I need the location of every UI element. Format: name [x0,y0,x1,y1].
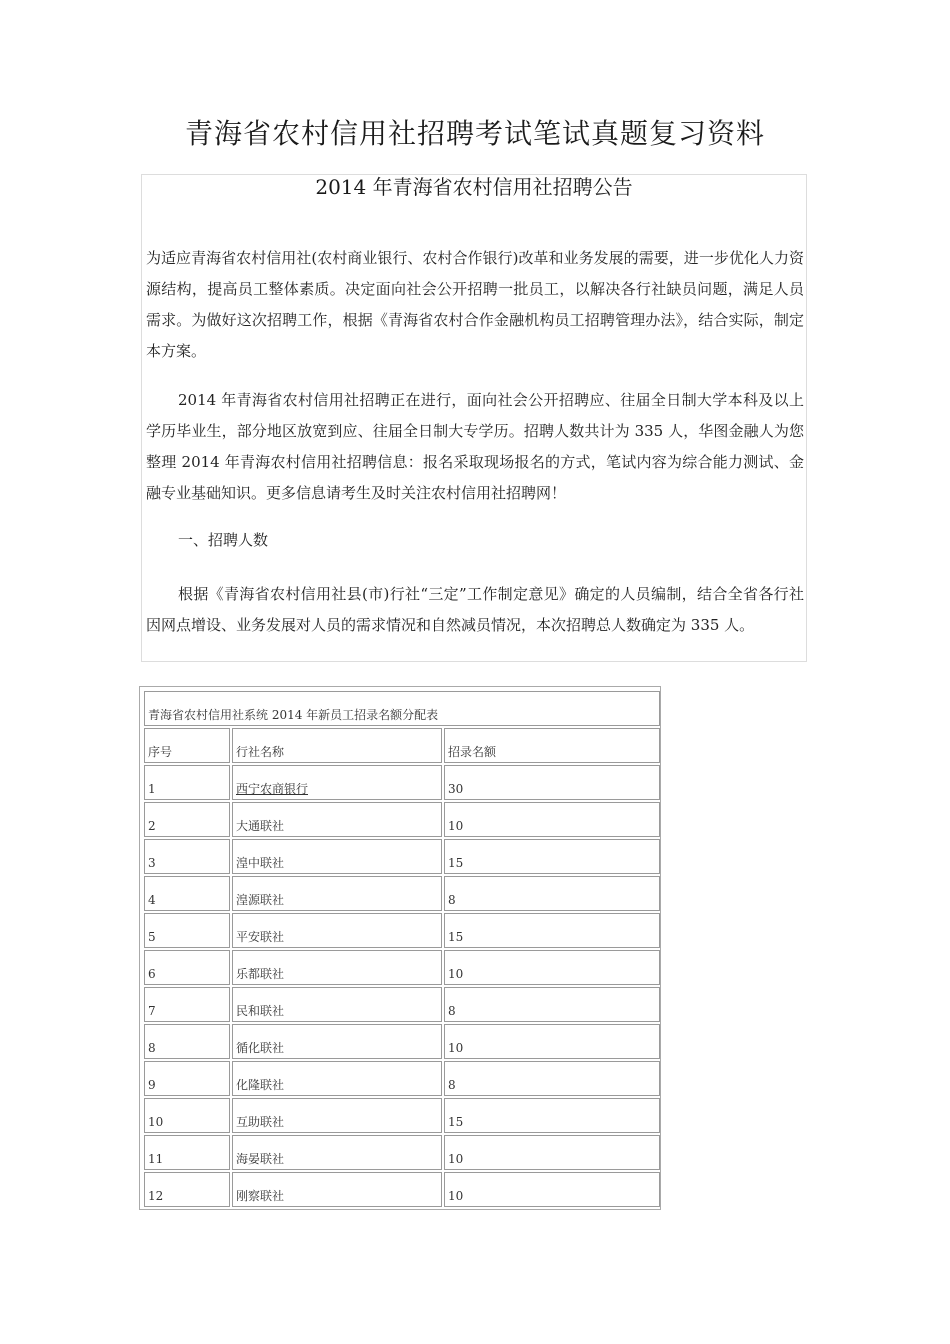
branch-link[interactable]: 西宁农商银行 [236,782,309,796]
table-row [144,765,660,800]
cell-branch-name: 循化联社 [232,1024,442,1059]
cell-branch-name: 化隆联社 [232,1061,442,1096]
announcement-paragraph-intro: 为适应青海省农村信用社(农村商业银行、农村合作银行)改革和业务发展的需要，进一步优化人力资源结构，提高员工整体素质。决定面向社会公开招聘一批员工，以解决各行社缺员问题，满足人员需求。为做好这次招聘工作，根据《青海省农村合作金融机构员工招聘管理办法》，结合实际，制定本方案。 [146,249,804,360]
table-caption-row [144,691,660,726]
cell-index: 9 [144,1061,230,1096]
cell-index: 7 [144,987,230,1022]
cell-quota: 8 [444,987,660,1022]
table-row [144,913,660,948]
announcement-title: 2014 年青海省农村信用社招聘公告 [315,175,633,199]
table-row [144,1061,660,1096]
quota-table [139,686,661,1210]
table-row [144,802,660,837]
cell-branch-name: 民和联社 [232,987,442,1022]
header-index: 序号 [144,728,230,763]
cell-branch-name: 刚察联社 [232,1172,442,1207]
announcement-box [141,174,807,662]
table-row [144,876,660,911]
section-heading-recruit-count: 一、招聘人数 [178,531,269,549]
cell-branch-name: 乐都联社 [232,950,442,985]
cell-branch-name: 湟中联社 [232,839,442,874]
cell-quota: 15 [444,1098,660,1133]
cell-quota: 10 [444,802,660,837]
cell-index: 1 [144,765,230,800]
cell-index: 12 [144,1172,230,1207]
cell-branch-name: 互助联社 [232,1098,442,1133]
table-row [144,1135,660,1170]
table-header-row [144,728,660,763]
cell-branch-name: 平安联社 [232,913,442,948]
cell-branch-name [232,765,442,800]
announcement-paragraph-quota: 根据《青海省农村信用社县(市)行社“三定”工作制定意见》确定的人员编制，结合全省各行社因网点增设、业务发展对人员的需求情况和自然减员情况，本次招聘总人数确定为 335 人。 [146,585,804,634]
cell-quota: 10 [444,1135,660,1170]
cell-index: 8 [144,1024,230,1059]
table-row [144,950,660,985]
table-row [144,1024,660,1059]
table-row [144,1098,660,1133]
cell-branch-name: 湟源联社 [232,876,442,911]
cell-index: 10 [144,1098,230,1133]
cell-quota: 30 [444,765,660,800]
table-row [144,1172,660,1207]
cell-branch-name: 大通联社 [232,802,442,837]
cell-index: 2 [144,802,230,837]
cell-index: 4 [144,876,230,911]
cell-index: 6 [144,950,230,985]
table-row [144,839,660,874]
cell-quota: 10 [444,1024,660,1059]
table-row [144,987,660,1022]
announcement-paragraph-details: 2014 年青海省农村信用社招聘正在进行，面向社会公开招聘应、往届全日制大学本科及以上学历毕业生，部分地区放宽到应、往届全日制大专学历。招聘人数共计为 335 人，华图金融人为您整理 2014 年青海农村信用社招聘信息：报名采取现场报名的方式，笔试内容为综合能力测试、金融专业基础知识。更多信息请考生及时关注农村信用社招聘网！ [146,391,804,502]
cell-index: 5 [144,913,230,948]
cell-quota: 8 [444,876,660,911]
cell-quota: 15 [444,839,660,874]
table-caption: 青海省农村信用社系统 2014 年新员工招录名额分配表 [144,691,660,726]
cell-branch-name: 海晏联社 [232,1135,442,1170]
quota-table-body [144,691,660,1207]
header-quota: 招录名额 [444,728,660,763]
cell-index: 3 [144,839,230,874]
cell-quota: 10 [444,950,660,985]
cell-quota: 8 [444,1061,660,1096]
cell-index: 11 [144,1135,230,1170]
document-title: 青海省农村信用社招聘考试笔试真题复习资料 [184,117,765,150]
cell-quota: 10 [444,1172,660,1207]
header-branch-name: 行社名称 [232,728,442,763]
cell-quota: 15 [444,913,660,948]
